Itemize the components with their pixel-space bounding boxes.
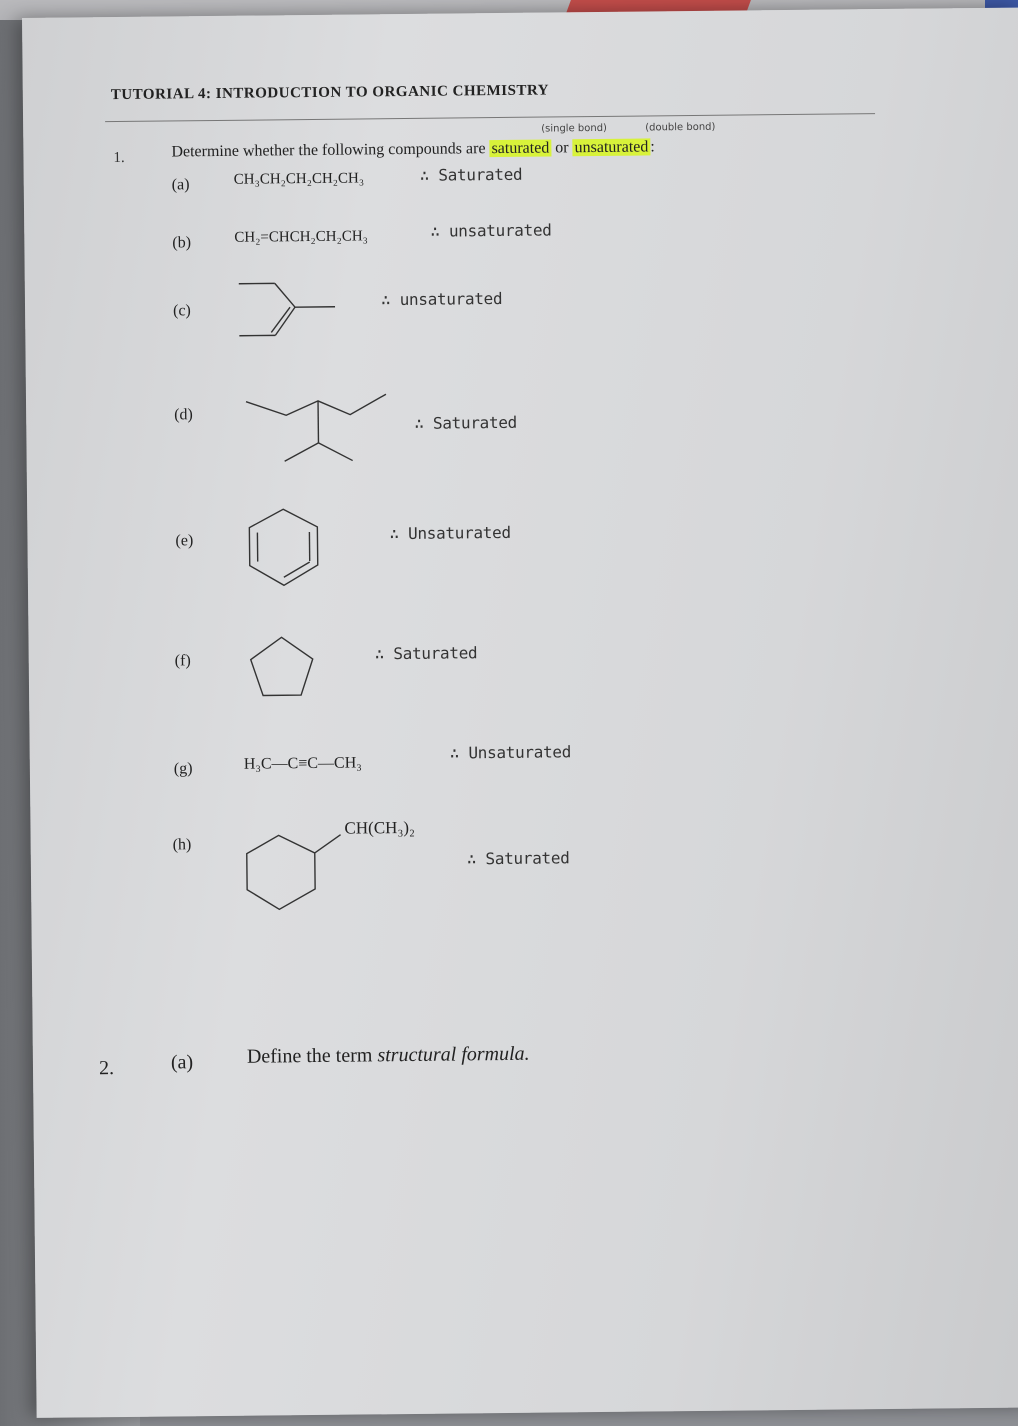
item-e-label: (e) [175, 532, 193, 550]
item-f-structure [248, 635, 315, 698]
item-h-answer: ∴ Saturated [467, 848, 570, 868]
item-d-answer: ∴ Saturated [414, 413, 517, 433]
item-b-answer: ∴ unsaturated [430, 220, 552, 240]
prompt-text: Determine whether the following compounds are [171, 140, 485, 160]
item-h-substituent: CH(CH₃)₂ [344, 818, 415, 839]
question-1-number: 1. [113, 150, 124, 167]
highlight-saturated: saturated [489, 139, 551, 157]
item-d-label: (d) [174, 406, 193, 424]
worksheet-page [22, 8, 1018, 1418]
item-e-structure [245, 507, 322, 588]
prompt-colon: : [650, 138, 655, 155]
item-c-answer: ∴ unsaturated [381, 289, 503, 309]
item-b-label: (b) [172, 234, 191, 252]
item-f-answer: ∴ Saturated [375, 643, 478, 663]
question-2-number: 2. [99, 1057, 114, 1080]
item-a-answer: ∴ Saturated [420, 165, 523, 185]
item-c-structure [235, 281, 336, 342]
item-e-answer: ∴ Unsaturated [389, 523, 511, 543]
question-2a-term: structural formula. [377, 1043, 529, 1067]
highlight-unsaturated: unsaturated [573, 138, 651, 156]
item-b-formula: CH₂=CHCH₂CH₂CH₃ [234, 228, 368, 246]
item-a-formula: CH₃CH₂CH₂CH₂CH₃ [234, 170, 365, 188]
question-2a-text [247, 1043, 530, 1069]
note-double-bond: (double bond) [645, 122, 715, 134]
item-h-label: (h) [173, 836, 192, 854]
prompt-or: or [555, 139, 569, 156]
item-a-label: (a) [172, 176, 190, 194]
question-1-prompt [171, 138, 655, 161]
page-title: TUTORIAL 4: INTRODUCTION TO ORGANIC CHEMISTRY [111, 82, 549, 104]
item-f-label: (f) [175, 652, 191, 670]
item-g-answer: ∴ Unsaturated [450, 742, 572, 762]
question-2a-text-start: Define the term [247, 1044, 373, 1067]
title-divider [105, 113, 875, 122]
note-single-bond: (single bond) [541, 123, 607, 135]
item-g-formula: H₃C—C≡C—CH₃ [244, 754, 362, 773]
item-c-label: (c) [173, 302, 191, 320]
item-g-label: (g) [174, 760, 193, 778]
question-2a-label: (a) [171, 1051, 193, 1074]
item-d-structure [246, 386, 407, 464]
item-h-structure [244, 821, 341, 918]
